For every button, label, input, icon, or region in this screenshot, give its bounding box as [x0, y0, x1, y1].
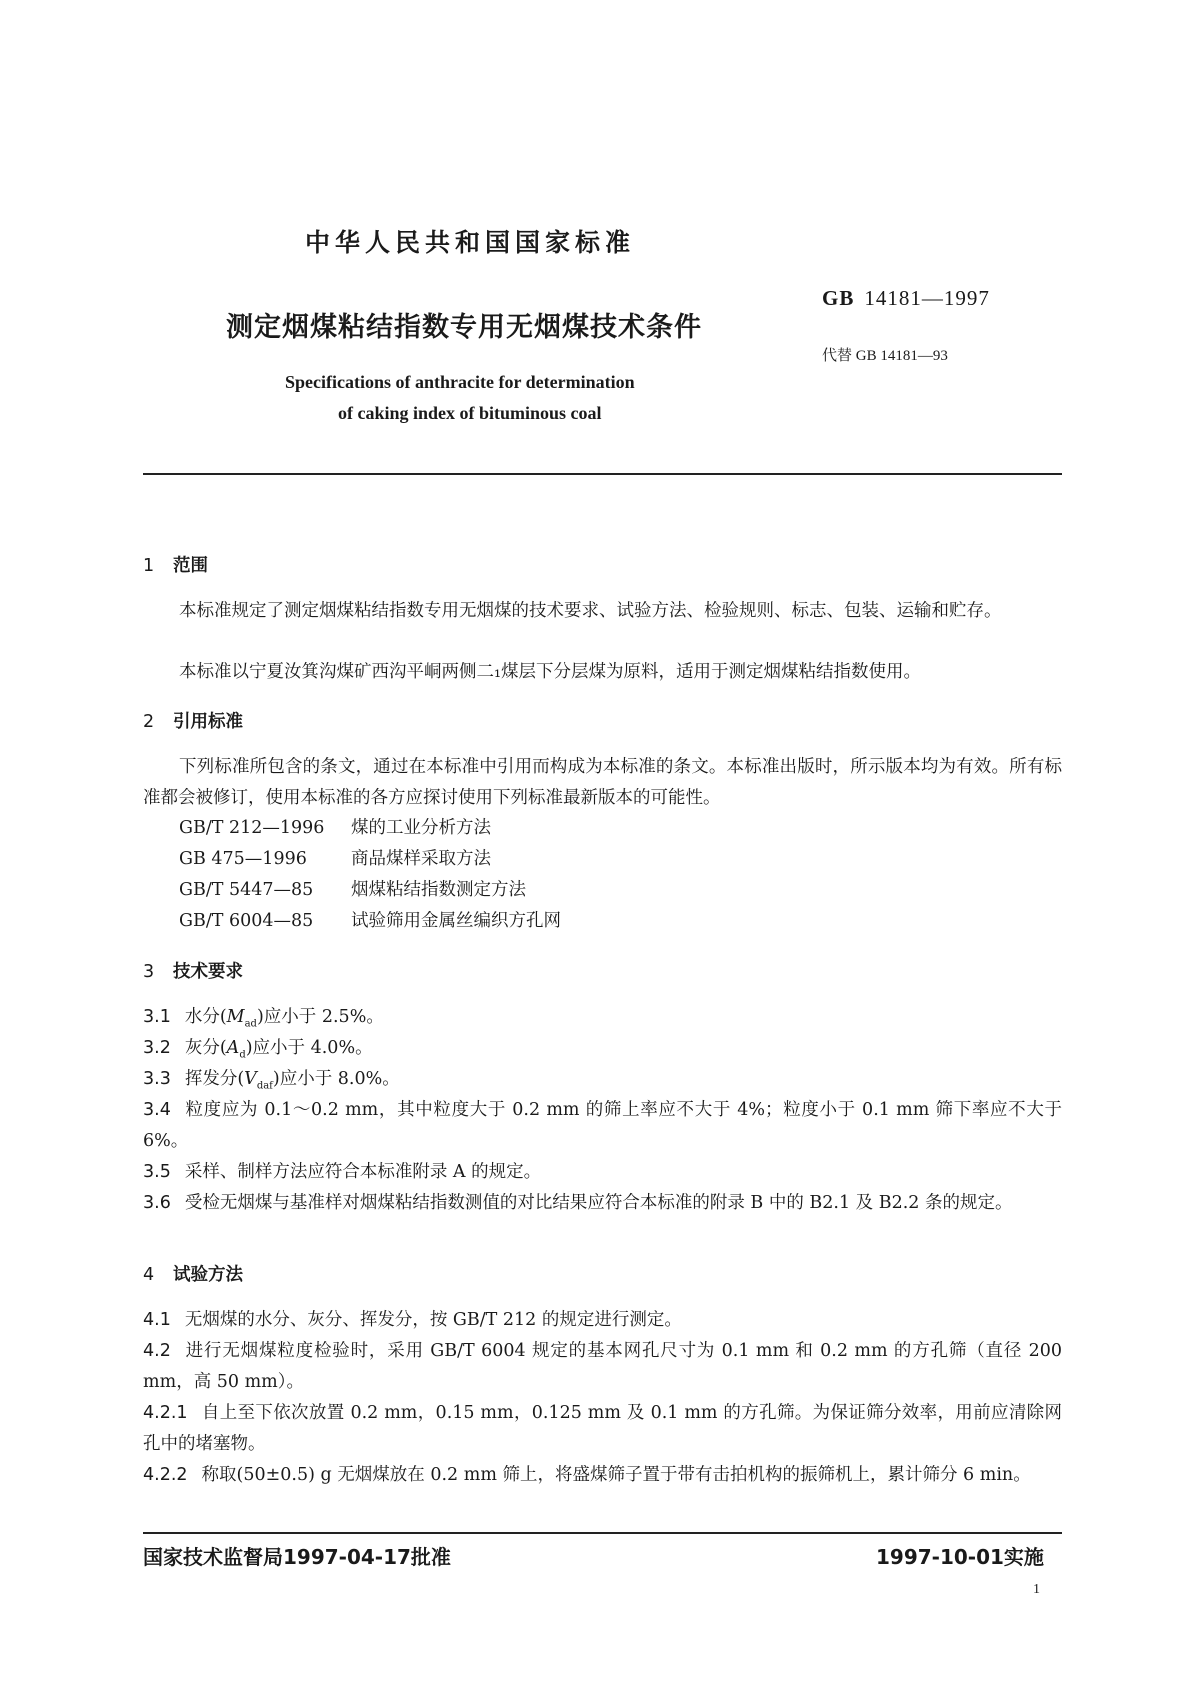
reference-item: GB/T 6004—85 试验筛用金属丝编织方孔网	[179, 911, 561, 931]
section-heading-test-methods: 4 试验方法	[143, 1265, 243, 1285]
english-title-line-2: of caking index of bituminous coal	[338, 403, 602, 423]
clause-3-3: 3.3 挥发分$(V_{daf})$应小于 8.0%。	[143, 1069, 400, 1092]
reference-item: GB/T 212—1996 煤的工业分析方法	[179, 818, 491, 838]
clause-4-2-1: 4.2.1 自上至下依次放置 0.2 mm，0.15 mm，0.125 mm 及 0.1 mm 的方孔筛。为保证筛分效率，用前应清除网孔中的堵塞物。	[143, 1403, 1062, 1454]
standard-prefix: GB	[822, 286, 855, 310]
replaces-standard: 代替 GB 14181—93	[822, 348, 948, 364]
clause-3-1: 3.1 水分$(M_{ad})$应小于 2.5%。	[143, 1007, 384, 1030]
page-number: 1	[1033, 1582, 1040, 1597]
clause-4-1: 4.1 无烟煤的水分、灰分、挥发分，按 GB/T 212 的规定进行测定。	[143, 1310, 682, 1330]
clause-3-6: 3.6 受检无烟煤与基准样对烟煤粘结指数测值的对比结果应符合本标准的附录 B 中的 B2.1 及 B2.2 条的规定。	[143, 1193, 1013, 1213]
references-paragraph: 下列标准所包含的条文，通过在本标准中引用而构成为本标准的条文。本标准出版时，所示版本均为有效。所有标准都会被修订，使用本标准的各方应探讨使用下列标准最新版本的可能性。	[143, 757, 1062, 808]
section-heading-references: 2 引用标准	[143, 712, 243, 732]
footer-divider	[143, 1532, 1062, 1534]
national-standard-title: 中华人民共和国国家标准	[305, 228, 636, 257]
document-title: 测定烟煤粘结指数专用无烟煤技术条件	[226, 312, 702, 343]
english-title-line-1: Specifications of anthracite for determination	[285, 372, 635, 392]
effective-date: 1997-10-01实施	[876, 1545, 1044, 1569]
section-heading-technical-requirements: 3 技术要求	[143, 962, 243, 982]
standard-number-value: 14181—1997	[864, 286, 990, 310]
clause-3-2: 3.2 灰分$(A_d)$应小于 4.0%。	[143, 1038, 373, 1061]
clause-4-2-2: 4.2.2 称取(50±0.5) g 无烟煤放在 0.2 mm 筛上，将盛煤筛子置于带有击拍机构的振筛机上，累计筛分 6 min。	[143, 1465, 1031, 1485]
section-heading-scope: 1 范围	[143, 556, 208, 576]
scope-paragraph-2: 本标准以宁夏汝箕沟煤矿西沟平峒两侧二₁煤层下分层煤为原料，适用于测定烟煤粘结指数使用。	[179, 662, 922, 682]
approval-info: 国家技术监督局1997-04-17批准	[143, 1545, 451, 1569]
clause-3-4: 3.4 粒度应为 0.1～0.2 mm，其中粒度大于 0.2 mm 的筛上率应不大于 4%；粒度小于 0.1 mm 筛下率应不大于 6%。	[143, 1100, 1062, 1151]
scope-paragraph-1: 本标准规定了测定烟煤粘结指数专用无烟煤的技术要求、试验方法、检验规则、标志、包装、运输和贮存。	[179, 601, 1002, 621]
clause-4-2: 4.2 进行无烟煤粒度检验时，采用 GB/T 6004 规定的基本网孔尺寸为 0.1 mm 和 0.2 mm 的方孔筛（直径 200 mm，高 50 mm）。	[143, 1341, 1062, 1392]
clause-3-5: 3.5 采样、制样方法应符合本标准附录 A 的规定。	[143, 1162, 542, 1182]
reference-item: GB/T 5447—85 烟煤粘结指数测定方法	[179, 880, 526, 900]
header-divider	[143, 473, 1062, 475]
standard-number	[822, 286, 990, 311]
reference-item: GB 475—1996 商品煤样采取方法	[179, 849, 491, 869]
